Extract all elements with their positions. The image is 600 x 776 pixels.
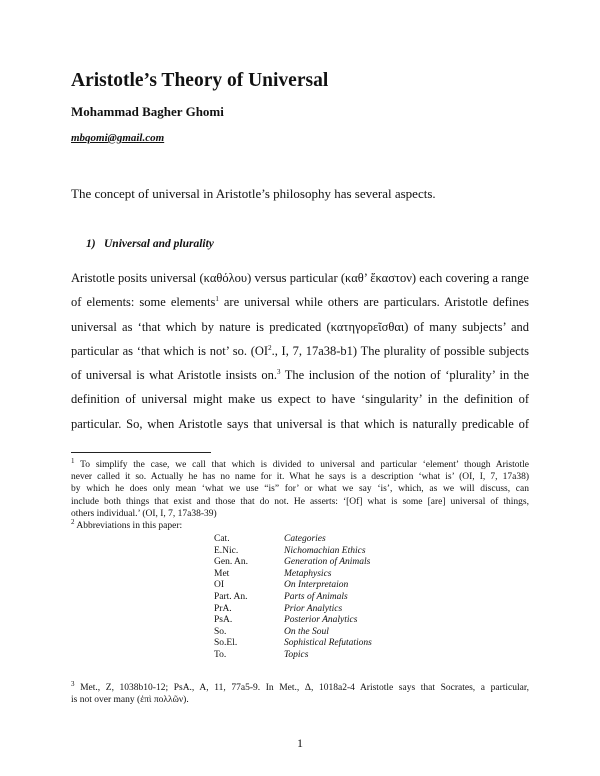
abbreviation-row: Met Metaphysics: [214, 568, 332, 579]
section-title: Universal and plurality: [104, 238, 214, 250]
footnote-3: $^3$ Met., Z, 1038b10-12; PsA., A, 11, 77a5-9. In Met., Δ, 1018a2-4 Aristotle says that Socrates, a particular, is not over many (ἐπὶ πολλῶν).: [71, 679, 529, 706]
footnote-ref-3[interactable]: 3: [276, 368, 281, 377]
body-line: particular as ‘that which is not’ so. ($OI^2$., I, 7, 17a38-b1) The plurality of possible subjects: [71, 343, 529, 358]
footnote-2: $^2$ Abbreviations in this paper:: [71, 517, 183, 531]
intro-paragraph: The concept of universal in Aristotle’s philosophy has several aspects.: [71, 186, 436, 201]
abbreviation-row: Cat. Categories: [214, 534, 326, 544]
abbreviation-row: Gen. An. Generation of Animals: [214, 557, 371, 568]
body-line: particular. So, when Aristotle says that universal is that which is naturally predicable of: [71, 416, 529, 431]
body-line: of universal is what Aristotle insists on.$^3$ The inclusion of the notion of ‘plurality’ in the: [71, 368, 529, 383]
footnote-divider: [71, 452, 211, 453]
page-number: 1: [297, 736, 303, 750]
abbreviation-row: Part. An. Parts of Animals: [214, 591, 348, 602]
body-line: Aristotle posits universal (καθόλου) versus particular (καθ’ ἕκαστον) each covering a range: [71, 271, 529, 285]
footnote-ref-1[interactable]: 1: [215, 295, 219, 304]
footnote-1: $^1$ To simplify the case, we call that which is divided to universal and particular ‘element’ though Aristotle never called it so. Actually he has no name for it. What he says is a description ‘what is’ (OI, I, 7, 17a38) by which he does only mean ‘what we use “is” for’ or what we say ‘is’, which, as we will discuss, can include both things that exist and those that do not. He asserts: ‘[Of] what is some [are] universal of things, others individual.’ (OI, I, 7, 17a38-39): [71, 456, 529, 519]
author-email-link[interactable]: mbqomi@gmail.com: [71, 132, 165, 144]
footnote-ref-2[interactable]: 2: [268, 343, 272, 352]
abbreviation-row: So. On the Soul: [214, 626, 329, 637]
abbreviation-row: OI On Interpretaion: [214, 580, 349, 591]
body-line: definition of universal might make us expect to have ‘singularity’ in the definition of: [71, 392, 529, 407]
body-paragraph: [71, 266, 529, 436]
abbreviation-row: E.Nic. Nichomachian Ethics: [214, 545, 366, 556]
abbreviation-row: To. Topics: [214, 649, 309, 660]
paper-title: Aristotle’s Theory of Universal: [71, 70, 329, 91]
abbreviation-row: PrA. Prior Analytics: [214, 603, 343, 614]
abbreviation-row: PsA. Posterior Analytics: [214, 615, 358, 626]
body-line: universal as ‘that which by nature is predicated (κατηγορεῖσθαι) of many subjects’ and: [71, 319, 529, 334]
section-heading: [86, 238, 214, 250]
abbreviation-row: So.El. Sophistical Refutations: [214, 638, 372, 649]
abbreviation-table: [214, 534, 372, 662]
section-number: 1): [86, 238, 96, 250]
author-name: Mohammad Bagher Ghomi: [71, 104, 224, 119]
body-line: of elements: some elements$^1$ are universal while others are particulars. Aristotle defines: [71, 295, 529, 310]
